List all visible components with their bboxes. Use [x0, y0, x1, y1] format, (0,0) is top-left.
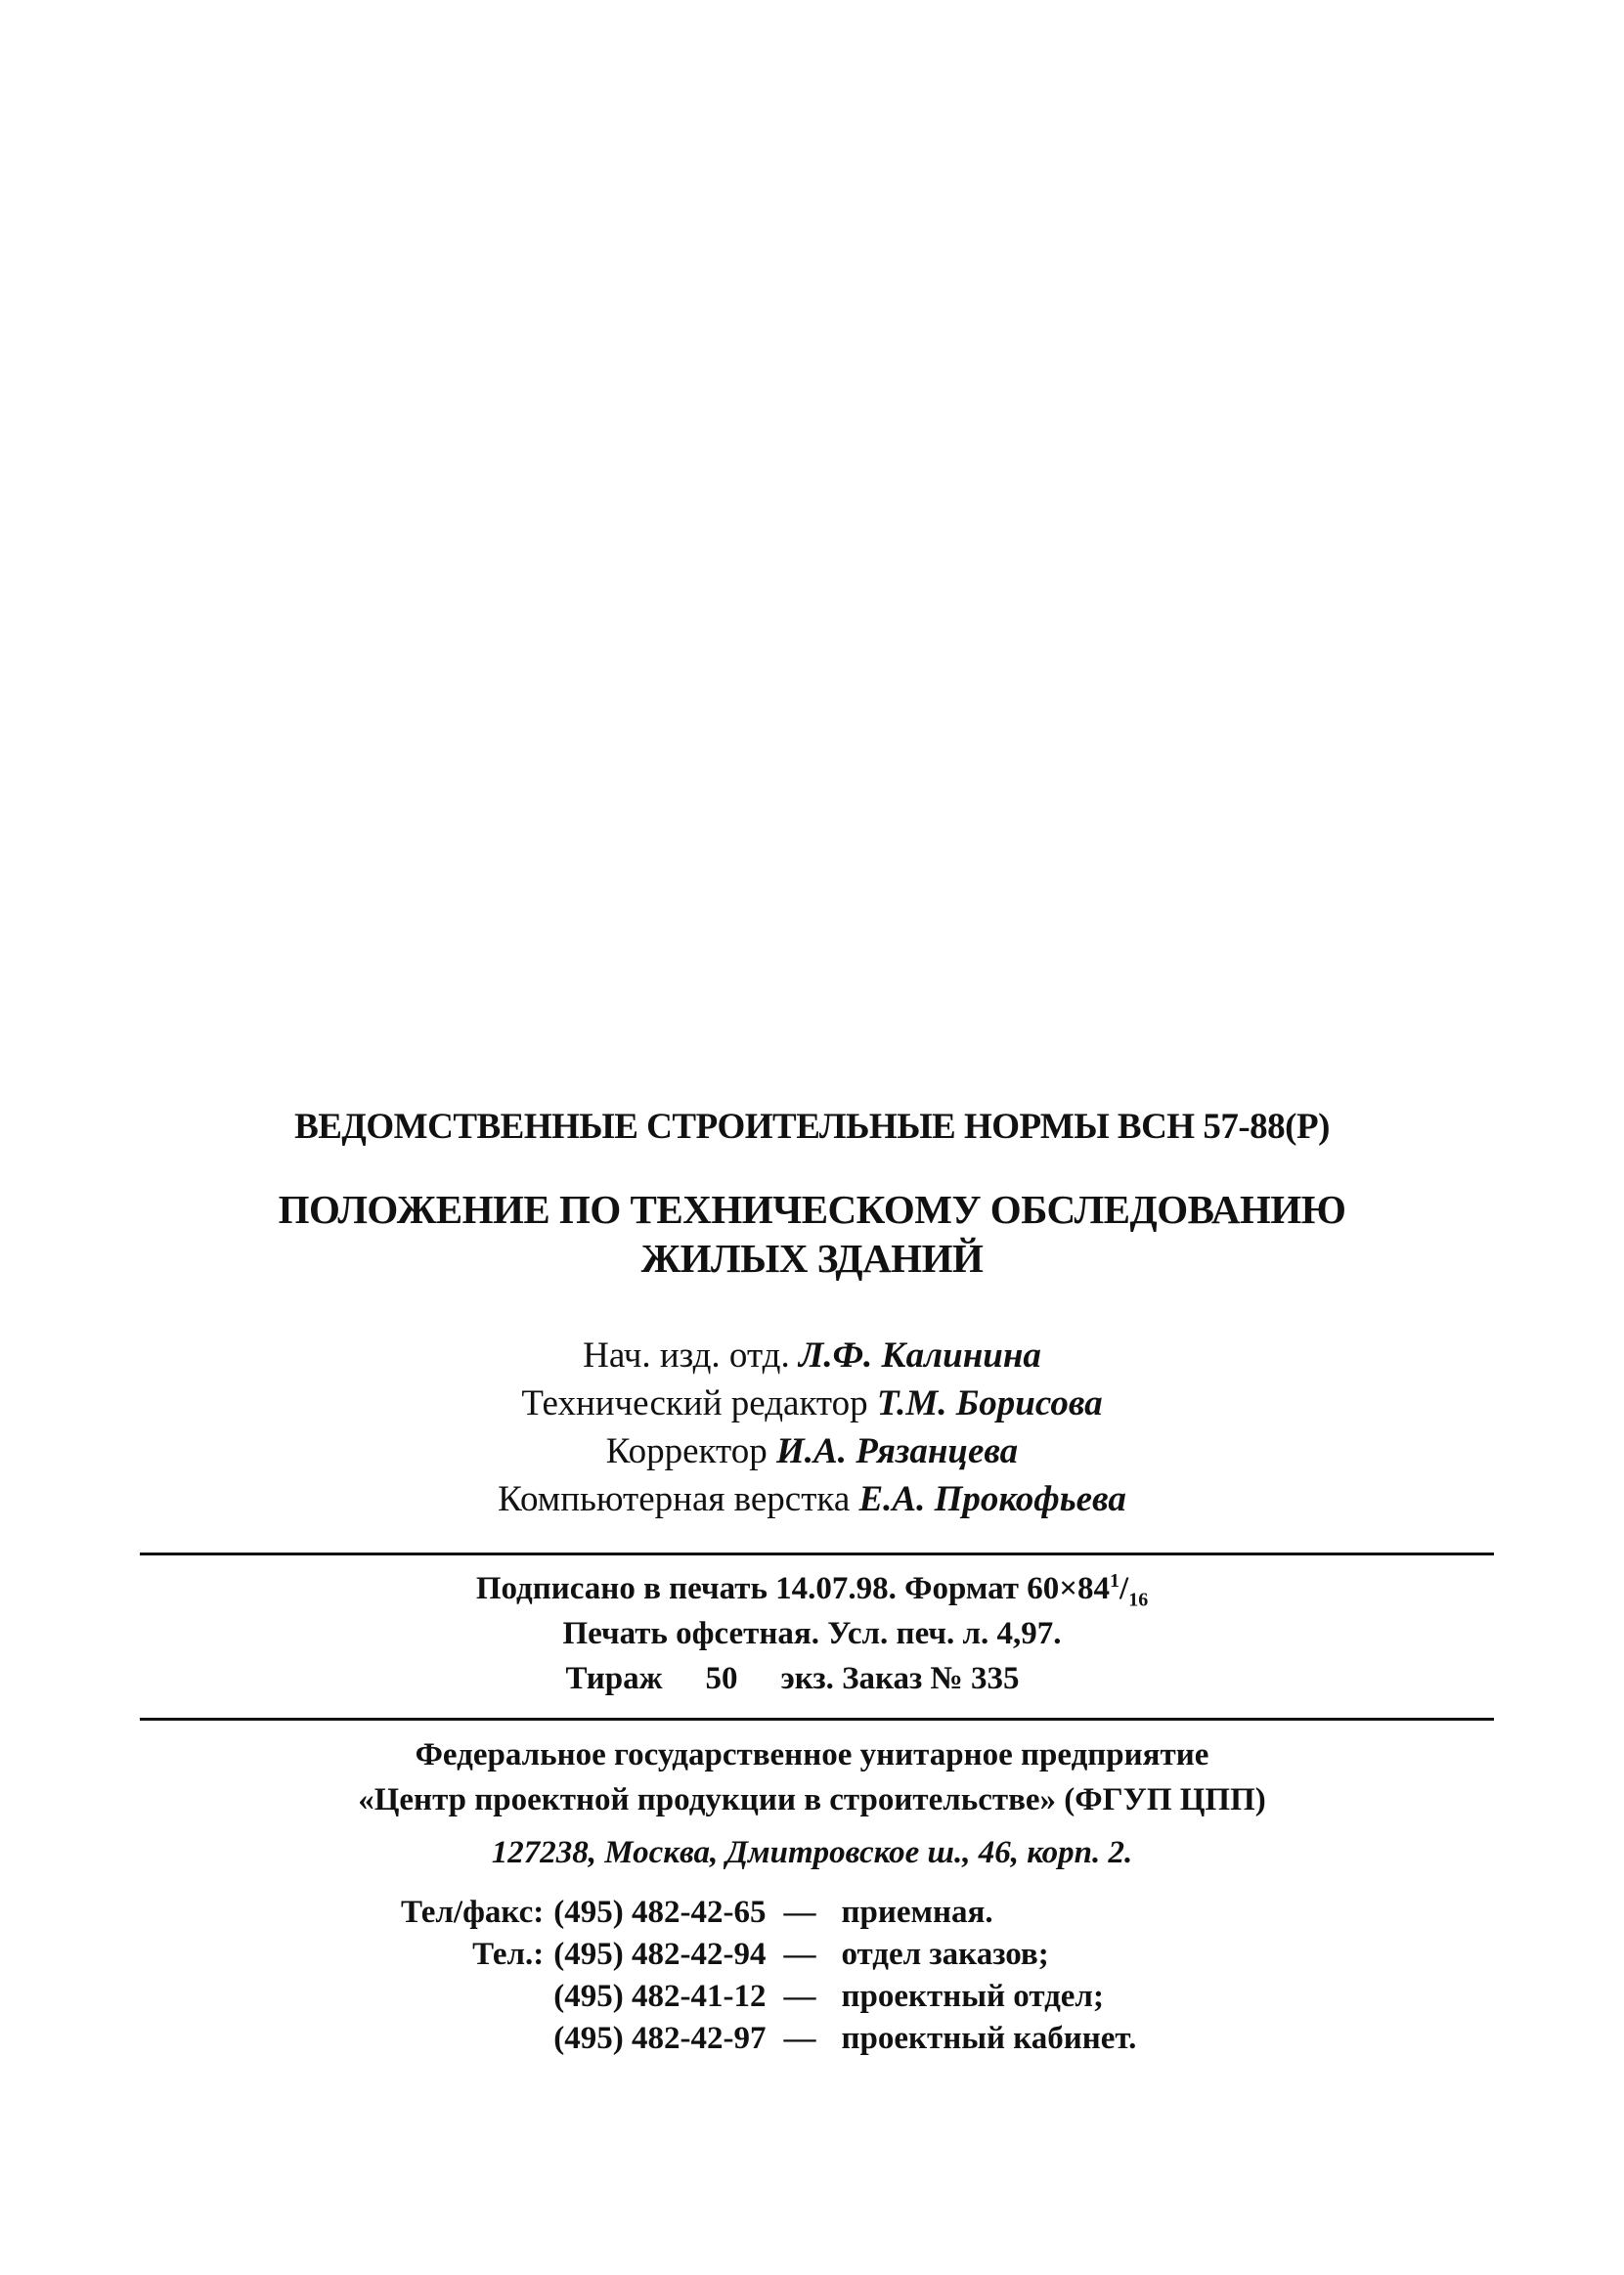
credit-role: Нач. изд. отд.	[583, 1335, 790, 1376]
credit-line	[0, 1332, 1624, 1379]
credit-line	[0, 1427, 1624, 1475]
phone-dash: —	[783, 1895, 816, 1930]
phone-row	[401, 1892, 1136, 1934]
phone-number: (495) 482-42-97	[553, 2021, 767, 2056]
publisher-address: 127238, Москва, Дмитровское ш., 46, корп. 2.	[491, 1835, 1133, 1870]
phone-description: отдел заказов;	[841, 1937, 1049, 1972]
phone-label	[401, 2018, 553, 2060]
phone-description: проектный отдел;	[841, 1979, 1104, 2014]
publisher-block	[0, 1732, 1624, 1875]
format-superscript: 1	[1110, 1570, 1120, 1592]
credit-role: Технический редактор	[521, 1383, 868, 1423]
order-text: экз. Заказ № 335	[780, 1661, 1020, 1696]
credit-role: Компьютерная верстка	[498, 1479, 851, 1519]
phone-description: проектный кабинет.	[841, 2021, 1137, 2056]
credit-role: Корректор	[605, 1431, 768, 1471]
phone-number: (495) 482-42-65	[553, 1895, 767, 1930]
phone-row	[401, 1934, 1136, 1976]
credit-name: Т.М. Борисова	[876, 1383, 1103, 1423]
credit-name: Е.А. Прокофьева	[858, 1479, 1126, 1519]
print-type-line: Печать офсетная. Усл. печ. л. 4,97.	[562, 1616, 1062, 1651]
phone-label	[401, 1976, 553, 2018]
phone-row	[401, 1976, 1136, 2018]
print-run-line	[0, 1656, 1624, 1701]
phone-label: Тел.:	[472, 1937, 545, 1972]
credit-line	[0, 1475, 1624, 1523]
document-title-line-2: ЖИЛЫХ ЗДАНИЙ	[640, 1236, 984, 1281]
format-subscript: 16	[1128, 1589, 1149, 1611]
phone-number: (495) 482-42-94	[553, 1937, 767, 1972]
divider-rule	[140, 1553, 1494, 1555]
run-value: 50	[705, 1661, 738, 1696]
credits-block	[0, 1332, 1624, 1523]
publisher-line-1: Федеральное государственное унитарное предприятие	[415, 1737, 1209, 1772]
credit-name: Л.Ф. Калинина	[798, 1335, 1041, 1376]
phone-number: (495) 482-41-12	[553, 1979, 767, 2014]
signed-text: Подписано в печать 14.07.98. Формат 60×84	[475, 1571, 1111, 1606]
phone-row	[401, 2018, 1136, 2060]
run-label: Тираж	[565, 1661, 663, 1696]
phone-dash: —	[783, 2021, 816, 2056]
phone-dash: —	[783, 1979, 816, 2014]
publisher-line-2: «Центр проектной продукции в строительстве» (ФГУП ЦПП)	[358, 1782, 1266, 1817]
signed-line: Подписано в печать 14.07.98. Формат $60\times 84^1/_{16}$	[475, 1570, 1149, 1611]
document-title-line-1: ПОЛОЖЕНИЕ ПО ТЕХНИЧЕСКОМУ ОБСЛЕДОВАНИЮ	[278, 1187, 1346, 1232]
credit-name: И.А. Рязанцева	[775, 1431, 1019, 1471]
credit-line	[0, 1379, 1624, 1427]
phones-table	[401, 1892, 1136, 2060]
phone-dash: —	[783, 1937, 816, 1972]
series-heading: ВЕДОМСТВЕННЫЕ СТРОИТЕЛЬНЫЕ НОРМЫ ВСН 57-88(Р)	[294, 1107, 1330, 1147]
phone-description: приемная.	[841, 1895, 993, 1930]
print-info-block	[0, 1566, 1624, 1701]
phone-label: Тел/факс:	[401, 1895, 545, 1930]
divider-rule	[140, 1718, 1494, 1721]
document-title	[0, 1185, 1624, 1283]
